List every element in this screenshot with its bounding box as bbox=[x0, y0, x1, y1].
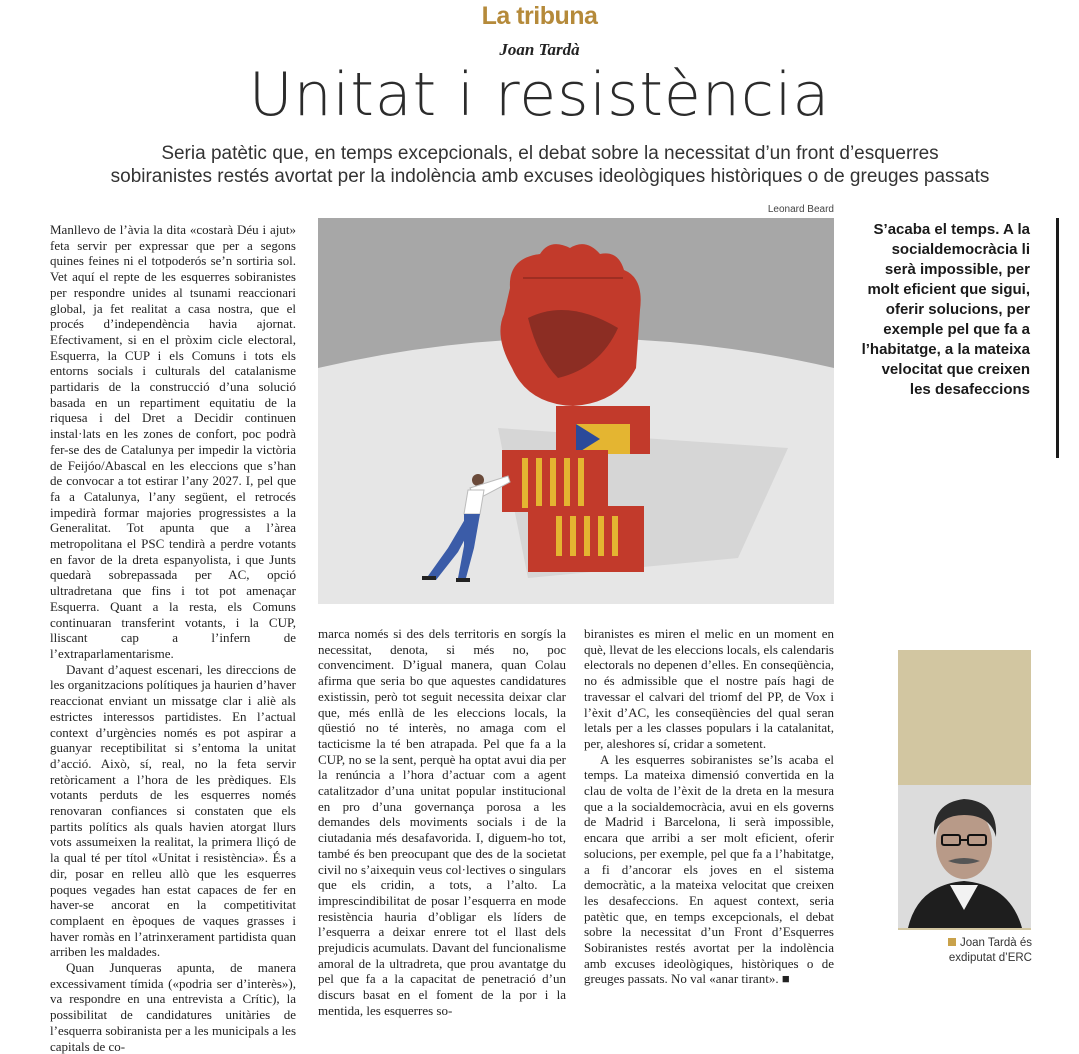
standfirst: Seria patètic que, en temps excepcionals, el debat sobre la necessitat d’un front d’esquerres sobiranistes restés avortat per la indolència amb excuses ideològiques històriques o de greuges passats bbox=[110, 143, 990, 187]
paragraph: A les esquerres sobiranistes se’ls acaba el temps. La mateixa dimensió convertida en la clau de volta de l’èxit de la dreta en la mesura que a la socialdemocràcia, avui en els governs de Madrid i Barcelona, li serà impossible, encara que arribi a ser molt eficient, oferir solucions, per exemple, pel que fa a l’habitatge, a fi d’ancorar els joves en el sistema democràtic, a la mateixa velocitat que creixen les desafeccions. En aquest context, seria patètic que, en temps excepcionals, el debat sobre la necessitat d’un Front d’Esquerres Sobiranistes restés avortat per la indolència amb excuses ideològiques, històriques o de greuges passats. No val «anar tirant». ■ bbox=[584, 751, 834, 987]
article-column-1 bbox=[50, 222, 296, 1054]
bullet-icon bbox=[948, 938, 956, 946]
article-column-3 bbox=[584, 626, 834, 987]
author-byline: Joan Tardà bbox=[499, 40, 580, 59]
pull-quote: S’acaba el temps. A la socialdemocràcia li serà impossible, per molt eficient que sigui, oferir solucions, per exemple pel que fa a l’habitatge, a la mateixa velocitat que creixen les desafeccions bbox=[861, 221, 1030, 398]
headline: Unitat i resistència bbox=[248, 60, 831, 130]
section-title: La tribuna bbox=[481, 2, 598, 30]
article-column-2 bbox=[318, 626, 566, 1019]
illustration bbox=[318, 218, 834, 604]
caption-text: Joan Tardà és exdiputat d’ERC bbox=[948, 937, 1032, 964]
fist-icon bbox=[500, 244, 640, 406]
paragraph: Quan Junqueras apunta, de manera excessivament tímida («podria ser d’interès»), va respondre en una entrevista a Crític), la possibilitat de candidatures unitàries de l’esquerra sobiranista per a les municipals a les capitals de co- bbox=[50, 960, 296, 1054]
paragraph: biranistes es miren el melic en un moment en què, llevat de les eleccions locals, els calendaris electorals no depenen d’elles. En conseqüència, no és admissible que el nostre país hagi de travessar el calvari del triomf del PP, de Vox i l’èxit d’AC, les conseqüències del qual seran letals per a les classes populars i la catalanitat, per, aleshores sí, cridar a sometent. bbox=[584, 626, 834, 751]
paragraph: marca només si des dels territoris en sorgís la necessitat, denota, si més no, poc convenciment. D’igual manera, quan Colau afirma que seria bo que aquestes candidatures existissin, però tot seguit necessita deixar clar que, més enllà de les eleccions locals, la qüestió no té interès, no amaga com el tacticisme la té ben atrapada. Pel que fa a la CUP, no se la sent, perquè ha optat avui dia per la renúncia a l’hora d’actuar com a agent catalitzador d’una unitat popular institucional en pro d’una governança porosa a les demandes dels moviments socials i de la ciutadania més desafavorida. I, diguem-ho tot, també és ben preocupant que des de la societat civil no s’aixequin veus col·lectives o singulars que els cridin, a tots, a l’alto. La imprescindibilitat de posar l’esquerra en mode resistència hauria d’obligar els líders de l’esquerra a deixar enrere tot el llast dels prejudicis acumulats. Davant del funcionalisme amoral de la ultradreta, que prou avantatge du pel que fa a la capacitat de penetració d’un discurs basat en el foment de la por i la mentida, les esquerres so- bbox=[318, 626, 566, 1018]
author-photo bbox=[898, 785, 1031, 928]
pull-quote-rule bbox=[1056, 218, 1059, 458]
paragraph: Manllevo de l’àvia la dita «costarà Déu i ajut» feta servir per expressar que per a segons quines feines ni el totpoderós se’n sortiria sol. Vet aquí el repte de les esquerres sobiranistes per respondre unides al tsunami reaccionari global, ja fet realitat a casa nostra, que el procés d’independència havia ajornat. Efectivament, si en el pròxim cicle electoral, Esquerra, la CUP i els Comuns i tots els entorns socials i culturals del catalanisme partidaris de la construcció d’una solució basada en un repartiment equitatiu de la riquesa i del Dret a Decidir continuen instal·lats en les zones de confort, poc podrà fer-se des de Catalunya per impedir la victòria de Feijóo/Abascal en les eleccions que s’han de convocar a tot estirar l’any 2027. I, pel que fa a Catalunya, l’any següent, el retrocés impedirà formar majories progressistes a la Generalitat. Tot apunta que a l’àrea metropolitana el PSC tendirà a perdre votants en favor de la dreta espanyolista, i que Junts quedarà sobrepassada per AC, opció ultradretana que fins i tot pot amenaçar Esquerra. Quant a la resta, els Comuns continuaran transferint votants, i la CUP, lliscant cap a l’infern de l’extraparlamentarisme. bbox=[50, 222, 296, 661]
paragraph: Davant d’aquest escenari, les direccions de les organitzacions polítiques ja haurien d’haver reaccionat enviant un missatge clar i aliè als estrictes interessos partidistes. En l’actual context d’urgències només es pot aspirar a guanyar receptibilitat si s’entoma la unitat d’acció. Això, sí, real, no la feta servir retòricament a l’hora de les prèdiques. Els votants perduts de les esquerres només renovaran confiances si constaten que els partits polítics als quals havien atorgat llurs vots assumeixen la realitat, la primera lliçó de la qual té per títol «Unitat i resistència». És a dir, posar en relleu allò que les esquerres poques vegades han estat capaces de fer en haver-se ancorat en la competitivitat complaent en èpoques de vaques grasses i haver romàs en l’atrinxerament partidista quan arriben les maldades. bbox=[50, 661, 296, 960]
author-caption bbox=[930, 936, 1032, 966]
illustration-credit: Leonard Beard bbox=[767, 204, 834, 215]
